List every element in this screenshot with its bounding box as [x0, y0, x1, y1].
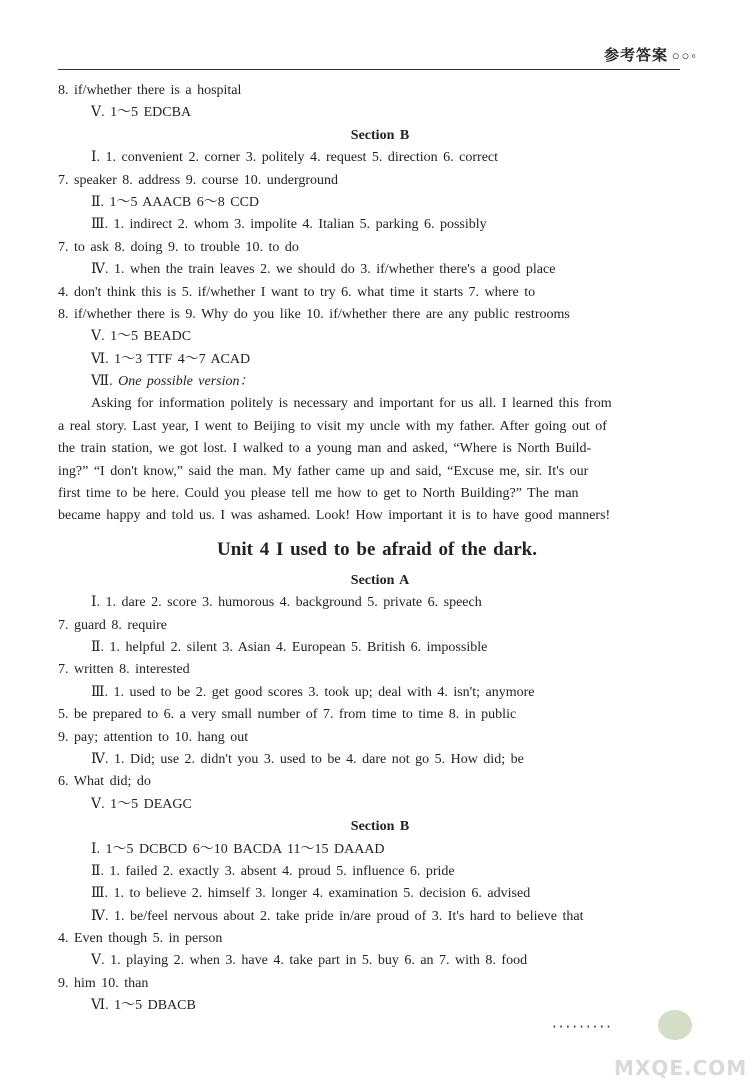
answer-line: 4. don't think this is 5. if/whether I want to try 6. what time it starts 7. where to	[58, 284, 536, 300]
header-circles-icon: ○○◦	[671, 48, 698, 63]
section-heading: Section B	[350, 819, 410, 835]
answer-line: Ⅲ. 1. indirect 2. whom 3. impolite 4. Italian 5. parking 6. possibly	[91, 217, 487, 233]
footer-dots: ·········	[552, 1018, 613, 1036]
answer-line: Ⅱ. 1. helpful 2. silent 3. Asian 4. European 5. British 6. impossible	[91, 639, 488, 655]
header-rule	[58, 69, 680, 70]
answer-line: Ⅲ. 1. used to be 2. get good scores 3. took up; deal with 4. isn't; anymore	[91, 684, 535, 700]
page-header	[0, 36, 750, 76]
section-heading: Section B	[350, 127, 410, 143]
answer-line: Ⅴ. 1～5 BEADC	[91, 329, 192, 345]
answer-line: Ⅱ. 1. failed 2. exactly 3. absent 4. proud 5. influence 6. pride	[91, 863, 455, 879]
answer-content	[58, 80, 688, 1018]
answer-line: the train station, we got lost. I walked to a young man and asked, “Where is North Build-	[58, 441, 592, 457]
answer-line: Ⅵ. 1～3 TTF 4～7 ACAD	[91, 351, 251, 367]
answer-line: 8. if/whether there is a hospital	[58, 83, 242, 98]
answer-line: 8. if/whether there is 9. Why do you like 10. if/whether there are any public restrooms	[58, 306, 570, 322]
version-label: Ⅶ. One possible version：	[91, 374, 254, 390]
answer-line: Ⅴ. 1～5 EDCBA	[91, 105, 192, 121]
watermark-badge-icon	[658, 1010, 692, 1040]
answer-line: Ⅴ. 1～5 DEAGC	[91, 796, 192, 812]
answer-line: a real story. Last year, I went to Beijing to visit my uncle with my father. After going out of	[58, 418, 607, 434]
answer-line: 5. be prepared to 6. a very small number of 7. from time to time 8. in public	[58, 707, 517, 723]
answer-line: Ⅲ. 1. to believe 2. himself 3. longer 4. examination 5. decision 6. advised	[91, 886, 531, 902]
answer-line: 6. What did; do	[58, 774, 151, 790]
page-footer	[550, 1012, 750, 1091]
answer-line: Asking for information politely is necessary and important for us all. I learned this from	[91, 396, 612, 412]
answer-line: Ⅰ. 1. dare 2. score 3. humorous 4. background 5. private 6. speech	[91, 595, 482, 611]
answer-line: 9. pay; attention to 10. hang out	[58, 729, 249, 745]
answer-line: 9. him 10. than	[58, 975, 149, 991]
answer-line: first time to be here. Could you please tell me how to get to North Building?” The man	[58, 486, 579, 502]
answer-line: 7. guard 8. require	[58, 617, 168, 633]
answer-line: Ⅵ. 1～5 DBACB	[91, 998, 196, 1014]
unit-title: Unit 4 I used to be afraid of the dark.	[217, 538, 537, 560]
answer-line: 7. to ask 8. doing 9. to trouble 10. to do	[58, 239, 299, 255]
answer-line: Ⅴ. 1. playing 2. when 3. have 4. take part in 5. buy 6. an 7. with 8. food	[91, 953, 528, 969]
header-title: 参考答案	[603, 46, 668, 64]
answer-line: 4. Even though 5. in person	[58, 931, 223, 947]
answer-line: 7. speaker 8. address 9. course 10. underground	[58, 172, 339, 188]
answer-line: Ⅰ. 1～5 DCBCD 6～10 BACDA 11～15 DAAAD	[91, 841, 385, 857]
answer-line: Ⅰ. 1. convenient 2. corner 3. politely 4. request 5. direction 6. correct	[91, 150, 499, 166]
answer-line: became happy and told us. I was ashamed. Look! How important it is to have good manners!	[58, 508, 611, 524]
watermark-text: MXQE.COM	[614, 1056, 748, 1080]
section-heading: Section A	[350, 572, 410, 588]
answer-line: 7. written 8. interested	[58, 662, 190, 678]
answer-line: Ⅳ. 1. Did; use 2. didn't you 3. used to be 4. dare not go 5. How did; be	[91, 751, 524, 767]
answer-line: ing?” “I don't know,” said the man. My father came up and said, “Excuse me, sir. It's our	[58, 463, 589, 479]
answer-line: Ⅳ. 1. when the train leaves 2. we should do 3. if/whether there's a good place	[91, 262, 556, 278]
answer-line: Ⅳ. 1. be/feel nervous about 2. take pride in/are proud of 3. It's hard to believe that	[91, 908, 584, 924]
answer-line: Ⅱ. 1～5 AAACB 6～8 CCD	[91, 194, 260, 210]
